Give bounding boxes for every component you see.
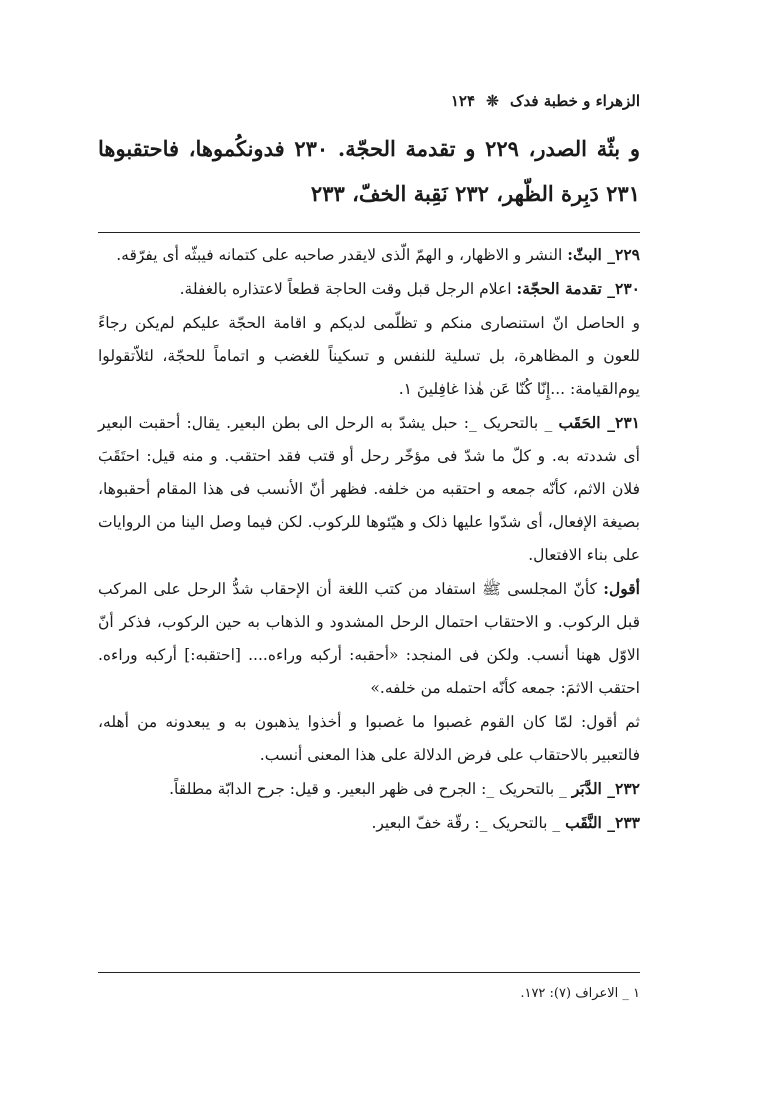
note-paragraph: ٢٣١_ الحَقَب _ بالتحريک _: حبل يشدّ به الرحل الى بطن البعير. يقال: أحقبت البعير أى شددته به. و كلّ ما شدّ فى مؤخّر رحل أو قتب فقد احتقب. و منه قيل: احتَقَبَ فلان الاثم، كأنّه جمعه و احتقبه من خلفه. فظهر أنّ الأنسب فى هذا المقام أحقبوها، بصيغة الإفعال، أى شدّوا عليها ذلک و هيّئوها للركوب. لكن فيما وصل الينا من الروايات على بناء الافتعال. [98, 413, 640, 564]
sermon-text: و بثّة الصدر، ٢٢٩ و تقدمة الحجّة. ٢٣٠ فدونكُموها، فاحتقبوها ٢٣١ دَبِرة الظّهر، ٢٣٢ نَقِبة الخفّ، ٢٣٣ [98, 136, 640, 206]
footnote: ١ _ الاعراف (٧): ١٧٢. [520, 986, 640, 1001]
commentary [98, 238, 640, 840]
note-paragraph: ٢٢٩_ البثّ: النشر و الاظهار، و الهمّ الّذى لايقدر صاحبه على كتمانه فيبثّه أى يفرّقه. [116, 245, 640, 264]
note-paragraph: ٢٣٣_ النَّقَب _ بالتحريک _: رقّة خفّ البعير. [371, 813, 640, 832]
header-separator: ❊ [486, 92, 499, 110]
footnote-divider [98, 972, 640, 973]
note-paragraph: أقول: كأنّ المجلسى ﷺ استفاد من كتب اللغة أن الإحقاب شدُّ الرحل على المركب قبل الركوب. و الاحتقاب احتمال الرحل المشدود و الذهاب به حين الركوب، فذكر أنّ الاوّل ههنا أنسب. ولكن فى المنجد: «أحقبه: أركبه وراءه.... [احتقبه:] أركبه وراءه. احتقب الاثمَ: جمعه كأنّه احتمله من خلفه.» [98, 579, 640, 697]
header-title: الزهراء و خطبة فدک [510, 92, 640, 110]
running-header [98, 92, 640, 110]
note-paragraph: ٢٣٢_ الدَّبَر _ بالتحريک _: الجرح فى ظهر البعير. و قيل: جرح الدابّة مطلقاً. [169, 779, 640, 798]
note-paragraph: و الحاصل انّ استنصارى منكم و تظلّمى لديكم و اقامة الحجّة عليكم لم‌يكن رجاءً للعون و المظاهرة، بل تسلية للنفس و تسكيناً للغضب و اتماماً للحجّة، لئلاّتقولوا يوم‌القيامة: ...إِنّا كُنّا عَن هٰذا غافِلينَ ١. [98, 314, 640, 398]
note-paragraph: ثم أقول: لمّا كان القوم غصبوا ما غصبوا و أخذوا يذهبون به و يبعدونه من أهله، فالتعبير بالاحتقاب على فرض الدلالة على هذا المعنى أنسب. [98, 713, 640, 764]
book-page [98, 0, 640, 1096]
top-divider [98, 232, 640, 233]
note-paragraph: ٢٣٠_ تقدمة الحجّة: اعلام الرجل قبل وقت الحاجة قطعاً لاعتذاره بالغفلة. [179, 279, 640, 298]
page-number: ١٢۴ [450, 92, 475, 110]
